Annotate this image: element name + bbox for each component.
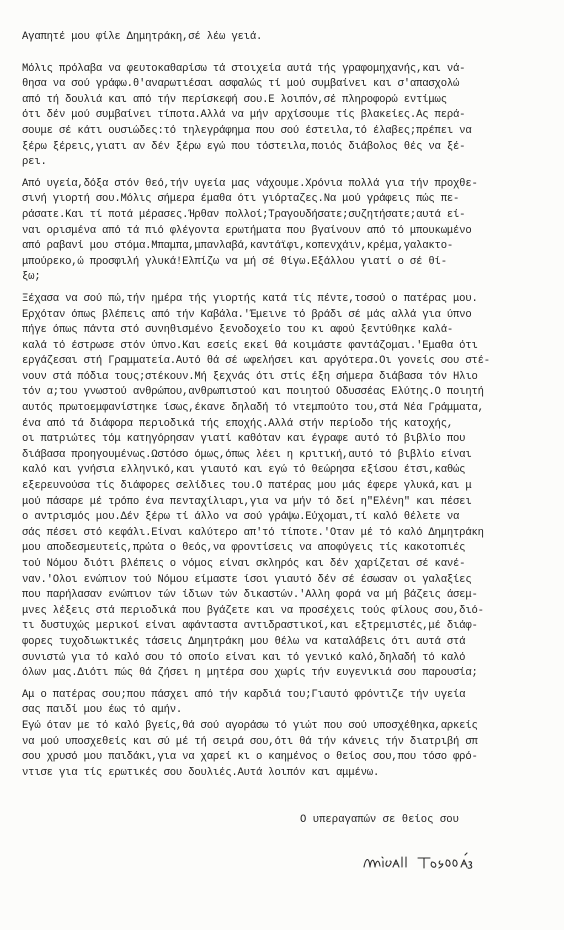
text-line: τόν α;του γνωστού ανθρώπου,ανθρωπιστού και ποιητού Οδυσσέας Ελύτης.Ο ποιητή — [22, 386, 484, 399]
text-line: καλά τό έστρωσε στόν ύπνο.Και εσείς εκεί θά κοιμάστε φαντάζομαι.'Εμαθα ότι — [22, 339, 478, 352]
text-line: μπούρεκο,ώ προσφιλή γλυκά!Ελπίζω να μή σέ θίγω.Εξάλλου γιατί ο σέ θί- — [22, 255, 447, 268]
letter-body — [22, 30, 550, 787]
text-line: θησα να σού γράφω.θ'αναρωτιέσαι ασφαλώς τί μού συμβαίνει και σ'απασχολώ — [22, 78, 460, 91]
handwritten-signature — [360, 845, 480, 885]
text-line: που παρήλασαν ενώπιον τών ίδιων τών δικαστών.'Αλλη φορά να μή βάζεις άσεμ- — [22, 589, 478, 602]
paragraph-2 — [22, 177, 550, 286]
text-line: Ξέχασα να σού πώ,τήν ημέρα τής γιορτής κατά τίς πέντε,τοσού ο πατέρας μου. — [22, 292, 478, 305]
text-line: Αμ ο πατέρας σου;που πάσχει από τήν καρδιά του;Γιαυτό φρόντιζε τήν υγεία — [22, 688, 466, 701]
text-line: φορες τυχοδιωκτικές τάσεις Δημητράκη μου θέλω να καταλάβεις ότι αυτά στά — [22, 635, 466, 648]
text-line: μου αποδεσμευτείς,πρώτα ο θεός,να φροντίσεις να αποφύγεις τίς κακοτοπιές — [22, 542, 466, 555]
text-line: ότι δέν μού συμβαίνει τίποτα.Αλλά να μήν αρχίσουμε τίς βλακείες.Ας περά- — [22, 109, 466, 122]
text-line: τι δυστυχώς μερικοί είναι αφάνταστα αντιδραστικοί,και εξτρεμιστές,μέ διάφ- — [22, 620, 478, 633]
text-line: ένα από τά διάφορα περιοδικά τής εποχής.Αλλά στήν περίοδο τής κατοχής, — [22, 417, 454, 430]
text-line: σάς πέσει στό κεφάλι.Είναι καλύτερο απ'τό τίποτε.'Οταν μέ τό καλό Δημητράκη — [22, 526, 484, 539]
text-line: αυτός πρωτοεμφανίστηκε ίσως,έκανε δηλαδή τό ντεμπούτο του,στά Νέα Γράμματα, — [22, 402, 484, 415]
text-line: νουν στά πόδια τους;στέκουν.Μή ξεχνάς ότι στίς έξη σήμερα διάβασα τόν Ηλιο — [22, 370, 478, 383]
text-line: συνιστώ για τό καλό σου τό οποίο είναι και τό γενικό καλό,δηλαδή τό καλό — [22, 651, 466, 664]
text-line: Ερχόταν όπως βλέπεις από τήν Καβάλα.'Έμεινε τό βράδι σέ μάς αλλά για ύπνο — [22, 308, 472, 321]
text-line: τού Νόμου διότι βλέπεις ο νόμος είναι σκληρός και δέν χαρίζεται σέ κανέ- — [22, 558, 466, 570]
paragraph-4 — [22, 688, 550, 782]
text-line: ξέρω ξέρεις,γιατι αν δέν ξέρω εγώ που τόστειλα,ποιός διάβολος θές να ξέ- — [22, 140, 466, 153]
text-line: διάβασα προηγουμένως.Ωστόσο όμως,όπως λέει η κριτική,αυτό τό βιβλίο είναι — [22, 448, 472, 461]
text-line: ντισε για τίς ερωτικές σου δουλιές.Αυτά λοιπόν και αμμένω. — [22, 766, 380, 779]
text-line: εργάζεσαι στή Γραμματεία.Αυτό θά σέ ωφελήσει και αργότερα.Οι γονείς σου στέ- — [22, 355, 490, 368]
text-line: από ραβανί μου στόμα.Μπαμπα,μπανλαβά,καντάϊφι,κοπενχάιν,κρέμα,γαλακτο- — [22, 240, 454, 253]
text-line: πήγε όπως πάντα στό συνηθισμένο ξενοδοχείο του κι αφού ξεντύθηκε καλά- — [22, 324, 454, 337]
text-line: όλων μας.Διότι πώς θά ζήσει η μητέρα σου χωρίς τήν ευγενικιά σου παρουσία; — [22, 667, 478, 680]
text-line: σας παιδί μου έως τό αμήν. — [22, 704, 183, 717]
text-line: Μόλις πρόλαβα να φευτοκαθαρίσω τά στοιχεία αυτά τής γραφομηχανής,και νά- — [22, 62, 466, 75]
text-line: σου χρυσό μου παιδάκι,για να χαρεί κι ο καημένος ο θείος σου,που τόσο φρό- — [22, 751, 478, 764]
text-line: εξερευνούσα τίς διάφορες σελίδιες του.Ο πατέρας μου μάς έφερε γλυκά,και μ — [22, 480, 472, 493]
text-line: καλό και γνήσια ελληνικό,και γιαυτό και εγώ τό θεώρησα εξίσου έτσι,καθώς — [22, 464, 466, 477]
text-line: να μού υποσχεθείς και σύ μέ τή σειρά σου,ότι θά τήν κάνεις τήν διατριβή σπ — [22, 735, 478, 748]
text-line: Από υγεία,δόξα στόν θεό,τήν υγεία μας νάχουμε.Χρόνια πολλά για τήν προχθε- — [22, 177, 478, 190]
text-line: από τή δουλιά και από τήν περίσκεφή σου.Ε λοιπόν,σέ πληροφορώ εντίμως — [22, 93, 447, 106]
text-line: οι πατριώτες τόμ κατηγόρησαν γιατί καθόταν και έγραφε αυτό τό βιβλίο που — [22, 433, 466, 446]
text-line: μνες λέξεις στά περιοδικά που βγάζετε και να προσέχεις τούς φίλους σου,διό- — [22, 604, 484, 617]
paragraph-3 — [22, 292, 550, 682]
letter-closing: Ο υπεραγαπών σε θείος σου — [300, 814, 459, 826]
text-line: μού πάσαρε μέ τρόπο ένα πενταχίλιαρι,για να μήν τό δεί η"Ελένη" και πέσει — [22, 495, 472, 508]
text-line: σινή γιορτή σου.Μόλις σήμερα έμαθα ότι γιόρταζες.Να μού γράφεις πώς πε- — [22, 193, 460, 206]
text-line: ναν.'Ολοι ενώπιον τού Νόμου είμαστε ίσοι γιαυτό δέν σέ έσωσαν οι γαλαξίες — [22, 573, 472, 586]
text-line: ράσατε.Και τί ποτά μέρασες.Ήρθαν πολλοί;Τραγουδήσατε;συζητήσατε;αυτά εί- — [22, 208, 466, 221]
text-line: ο αντρισμός μου.Δέν ξέρω τί άλλο να σού γράψω.Εύχομαι,τί καλό θέλετε να — [22, 511, 460, 524]
text-line: ρει. — [22, 156, 47, 169]
text-line: Εγώ όταν με τό καλό βγείς,θά σού αγοράσω τό γιώτ που σού υποσχέθηκα,αρκείς — [22, 719, 478, 732]
text-line: ναι ορισμένα από τά πιό φλέγοντα ερωτήματα που βγαίνουν από τό μπουκωμένο — [22, 224, 472, 237]
signature-scribble — [360, 845, 480, 885]
text-line: ξω; — [22, 271, 41, 284]
text-line: σουμε σέ κάτι ουσιώδες:τό τηλεγράφημα που σού έστειλα,τό έλαβες;πρέπει να — [22, 124, 472, 137]
paragraph-1 — [22, 62, 550, 171]
letter-greeting: Αγαπητέ μου φίλε Δημητράκη,σέ λέω γειά. — [22, 31, 263, 43]
